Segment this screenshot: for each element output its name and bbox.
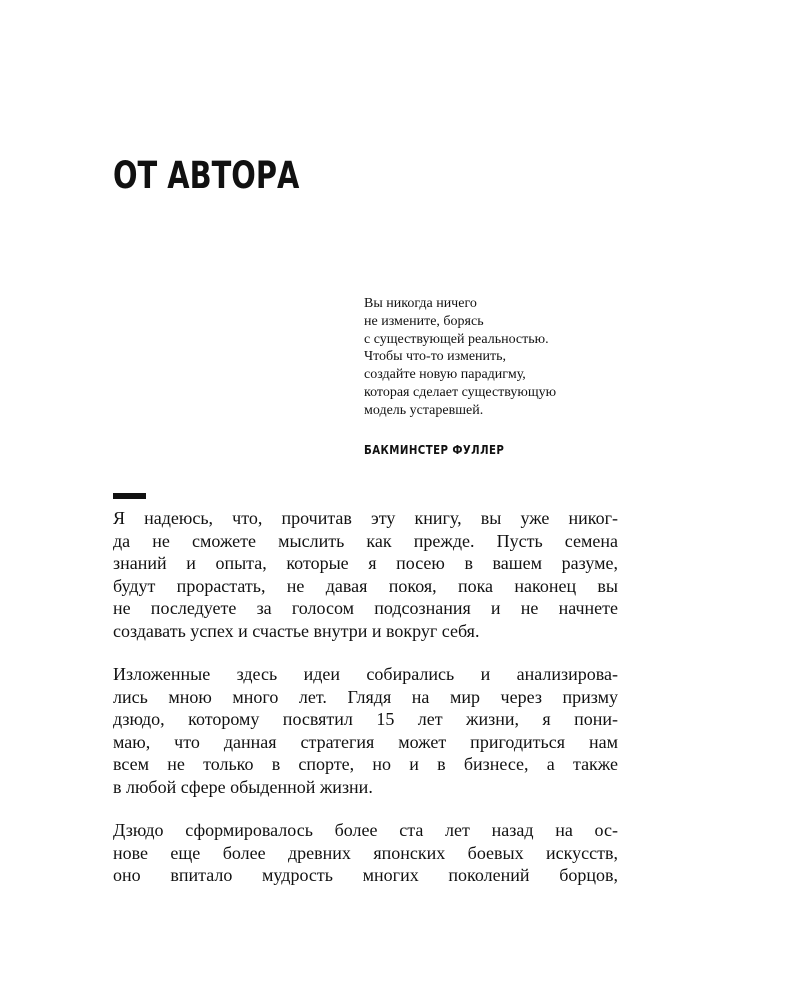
text-line: лись мною много лет. Глядя на мир через призму: [113, 686, 618, 707]
epigraph-line: создайте новую парадигму,: [364, 367, 526, 383]
text-line: создавать успех и счастье внутри и вокруг себя.: [113, 620, 480, 641]
epigraph-line: которая сделает существующую: [364, 384, 557, 400]
epigraph-line: с существующей реальностью.: [364, 331, 549, 347]
epigraph-line: не измените, борясь: [364, 313, 484, 329]
epigraph-line: Чтобы что-то изменить,: [364, 349, 507, 365]
text-line: Изложенные здесь идеи собирались и анализирова-: [113, 664, 618, 684]
paragraph: [113, 819, 618, 887]
text-line: оно впитало мудрость многих поколений борцов,: [113, 865, 618, 885]
section-divider: [113, 493, 146, 499]
text-line: знаний и опыта, которые я посею в вашем разуме,: [113, 553, 618, 573]
text-line: будут прорастать, не давая покоя, пока наконец вы: [113, 575, 618, 596]
text-line: в любой сфере обыденной жизни.: [113, 776, 373, 797]
text-line: маю, что данная стратегия может пригодиться нам: [113, 731, 618, 752]
paragraph: [113, 507, 618, 642]
text-line: всем не только в спорте, но и в бизнесе, а также: [113, 754, 618, 774]
text-line: не последуете за голосом подсознания и не начнете: [113, 598, 618, 618]
paragraph: [113, 663, 618, 798]
text-line: нове еще более древних японских боевых искусств,: [113, 842, 618, 863]
text-line: да не сможете мыслить как прежде. Пусть семена: [113, 530, 618, 551]
text-line: дзюдо, которому посвятил 15 лет жизни, я пони-: [113, 709, 618, 729]
chapter-title: ОТ АВТОРА: [113, 154, 300, 197]
epigraph-line: модель устаревшей.: [364, 402, 484, 418]
body-text: [113, 507, 618, 908]
epigraph-author: БАКМИНСТЕР ФУЛЛЕР: [364, 442, 505, 457]
epigraph-line: Вы никогда ничего: [364, 296, 477, 311]
epigraph: [364, 295, 664, 458]
text-line: Дзюдо сформировалось более ста лет назад на ос-: [113, 820, 618, 840]
text-line: Я надеюсь, что, прочитав эту книгу, вы уже никог-: [113, 508, 618, 528]
